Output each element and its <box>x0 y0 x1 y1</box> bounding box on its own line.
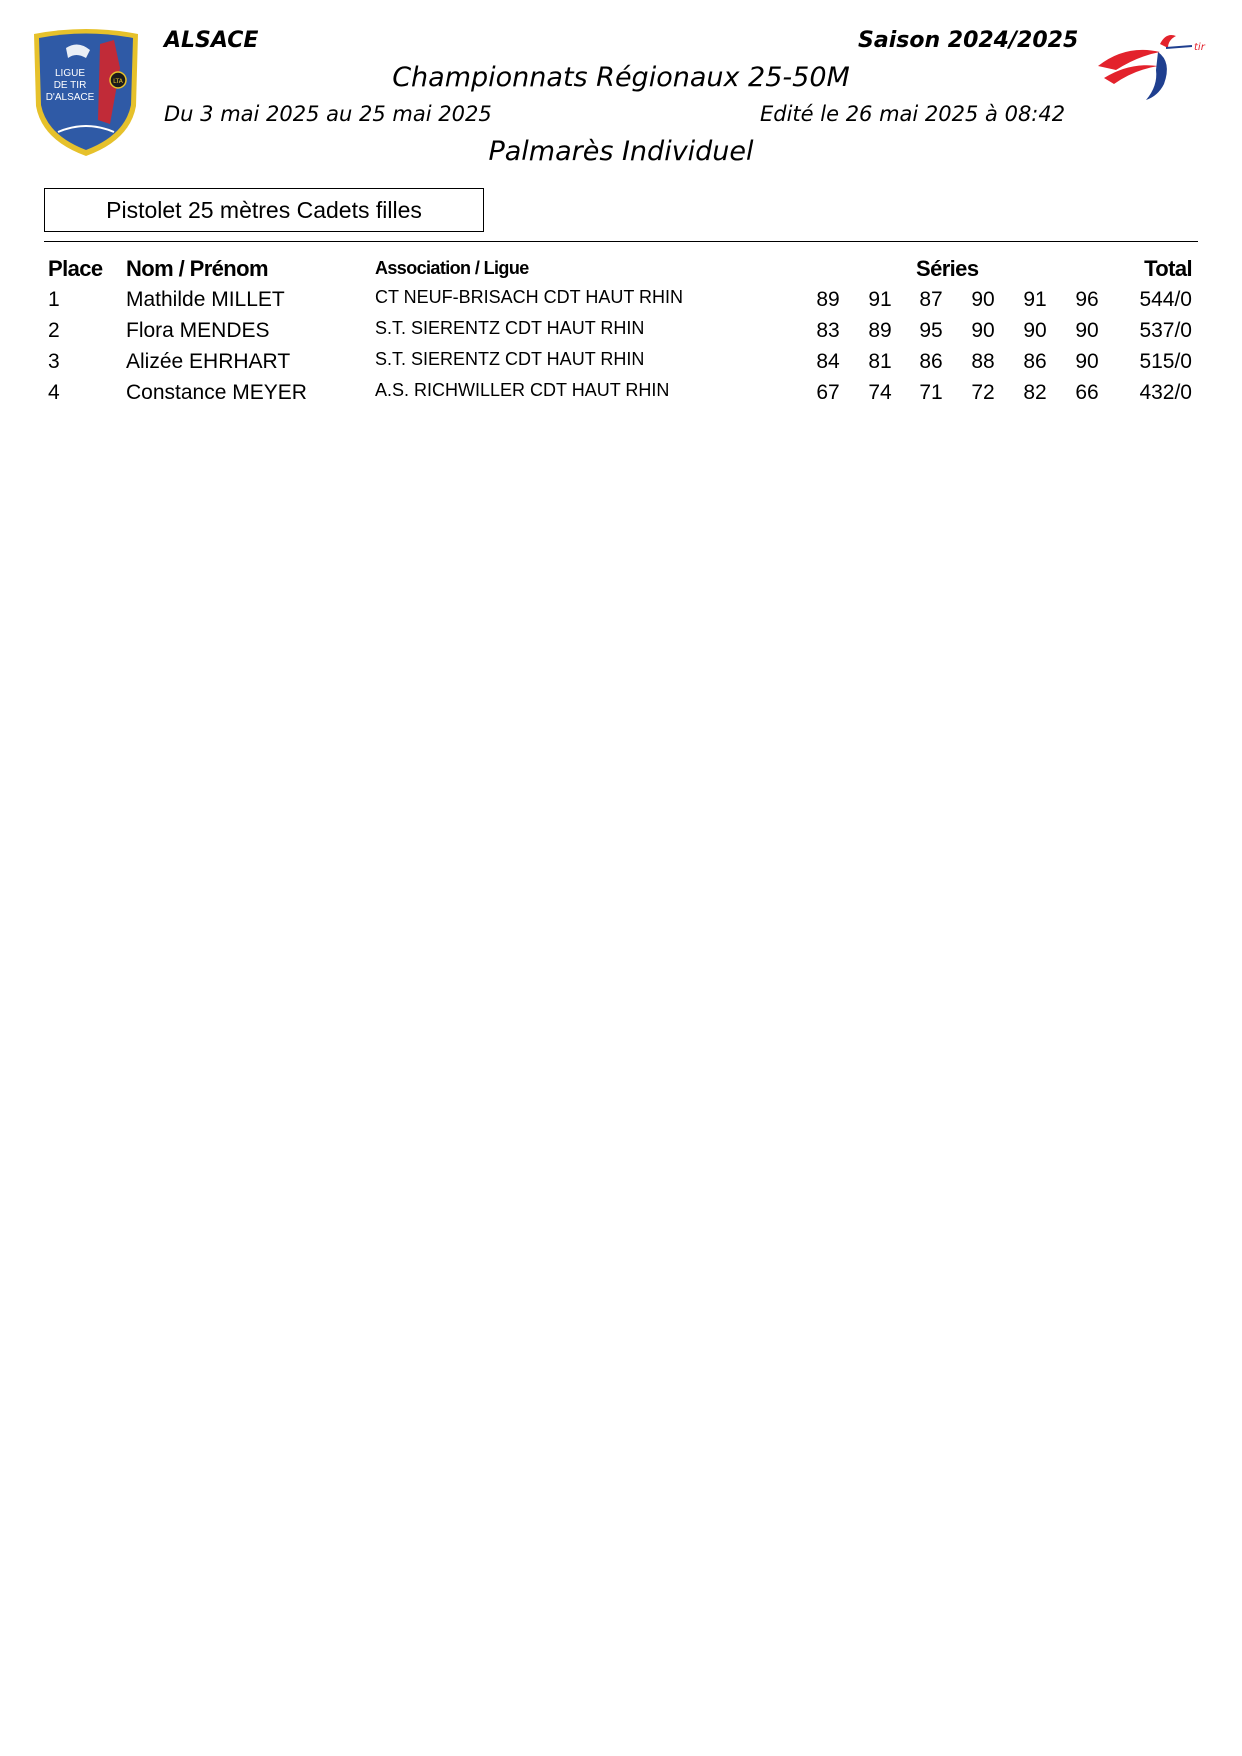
season-label: Saison 2024/2025 <box>858 28 1079 53</box>
row-series-1: 83 <box>816 319 840 342</box>
ligue-line-2: DE TIR <box>53 80 87 91</box>
table-header-row <box>0 256 1242 286</box>
row-series-2: 81 <box>868 350 892 373</box>
row-total: 515/0 <box>1139 350 1192 373</box>
row-series-5: 90 <box>1023 319 1047 342</box>
region-name: ALSACE <box>164 28 259 53</box>
row-series-1: 84 <box>816 350 840 373</box>
header-place: Place <box>48 256 103 281</box>
row-series-5: 82 <box>1023 381 1047 404</box>
header-divider <box>44 241 1198 242</box>
row-total: 537/0 <box>1139 319 1192 342</box>
row-series-5: 86 <box>1023 350 1047 373</box>
row-club: S.T. SIERENTZ CDT HAUT RHIN <box>375 318 645 338</box>
row-club: S.T. SIERENTZ CDT HAUT RHIN <box>375 349 645 369</box>
fftir-logo-text: tir <box>1194 42 1205 53</box>
row-name: Constance MEYER <box>126 381 307 404</box>
row-club: CT NEUF-BRISACH CDT HAUT RHIN <box>375 287 684 307</box>
row-total: 544/0 <box>1139 288 1192 311</box>
ligue-badge-text: LTA <box>113 78 123 85</box>
row-series-4: 90 <box>971 288 995 311</box>
row-series-3: 95 <box>919 319 943 342</box>
row-name: Flora MENDES <box>126 319 270 342</box>
table-row <box>0 381 1242 411</box>
header-name: Nom / Prénom <box>126 256 268 281</box>
row-series-1: 89 <box>816 288 840 311</box>
edited-timestamp: Edité le 26 mai 2025 à 08:42 <box>760 102 1066 126</box>
category-label: Pistolet 25 mètres Cadets filles <box>44 188 484 232</box>
row-series-4: 88 <box>971 350 995 373</box>
row-series-6: 90 <box>1075 319 1099 342</box>
header-total: Total <box>1144 256 1192 281</box>
row-series-4: 72 <box>971 381 995 404</box>
page-subtitle: Palmarès Individuel <box>488 136 754 167</box>
ligue-line-3: D'ALSACE <box>45 92 95 103</box>
row-series-3: 87 <box>919 288 943 311</box>
row-series-6: 90 <box>1075 350 1099 373</box>
page-title: Championnats Régionaux 25-50M <box>392 62 850 93</box>
row-series-2: 89 <box>868 319 892 342</box>
row-series-1: 67 <box>816 381 840 404</box>
row-series-6: 66 <box>1075 381 1099 404</box>
table-row <box>0 288 1242 318</box>
header-club: Association / Ligue <box>375 258 529 278</box>
row-series-3: 86 <box>919 350 943 373</box>
ligue-line-1: LIGUE <box>54 68 86 79</box>
row-name: Alizée EHRHART <box>126 350 291 373</box>
row-name: Mathilde MILLET <box>126 288 285 311</box>
row-series-4: 90 <box>971 319 995 342</box>
row-series-5: 91 <box>1023 288 1047 311</box>
row-series-3: 71 <box>919 381 943 404</box>
row-total: 432/0 <box>1139 381 1192 404</box>
row-place: 1 <box>48 288 60 311</box>
row-series-6: 96 <box>1075 288 1099 311</box>
row-series-2: 91 <box>868 288 892 311</box>
header-series: Séries <box>916 256 979 281</box>
event-dates: Du 3 mai 2025 au 25 mai 2025 <box>164 102 492 126</box>
row-club: A.S. RICHWILLER CDT HAUT RHIN <box>375 380 670 400</box>
row-place: 2 <box>48 319 60 342</box>
table-row <box>0 350 1242 380</box>
table-row <box>0 319 1242 349</box>
row-place: 3 <box>48 350 60 373</box>
row-place: 4 <box>48 381 60 404</box>
row-series-2: 74 <box>868 381 892 404</box>
